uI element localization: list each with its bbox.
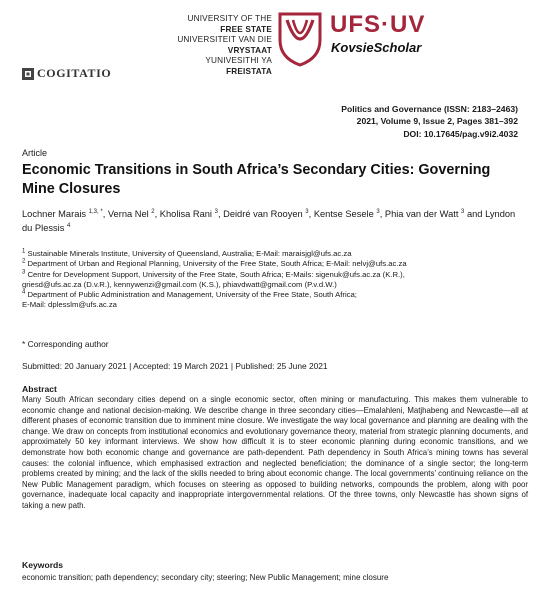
corresponding-author-note: * Corresponding author bbox=[22, 339, 109, 349]
affiliation-line: $^3$ Centre for Development Support, University of the Free State, South Africa; E-Mails: sigenuk@ufs.ac.za (K.R.), bbox=[22, 269, 405, 279]
author: Verna Nel $^2$, bbox=[107, 208, 160, 219]
cogitatio-icon bbox=[22, 68, 34, 80]
keywords-text: economic transition; path dependency; secondary city; steering; New Public Management; mine closure bbox=[22, 573, 389, 582]
kovsie-scholar-logo: KovsieScholar bbox=[331, 40, 422, 55]
affiliations bbox=[22, 249, 527, 311]
university-line: FREISTATA bbox=[226, 66, 272, 76]
university-line: FREE STATE bbox=[220, 24, 272, 34]
author: Lochner Marais $^{1,3, *}$, bbox=[22, 208, 108, 219]
affiliation-line: $^1$ Sustainable Minerals Institute, University of Queensland, Australia; E-Mail: maraisjgl@ufs.ac.za bbox=[22, 248, 352, 258]
author: Kholisa Rani $^3$, bbox=[159, 208, 224, 219]
journal-info bbox=[341, 103, 518, 140]
abstract-heading: Abstract bbox=[22, 384, 57, 394]
university-line: VRYSTAAT bbox=[227, 45, 272, 55]
publisher-logo bbox=[22, 66, 111, 81]
author: and Lyndon du Plessis $^4$ bbox=[22, 209, 516, 233]
journal-volume-pages: 2021, Volume 9, Issue 2, Pages 381–392 bbox=[356, 116, 518, 127]
article-type: Article bbox=[22, 148, 48, 158]
affiliation-line: E-Mail: dplesslm@ufs.ac.za bbox=[22, 300, 117, 310]
author-list bbox=[22, 207, 522, 235]
affiliation-line: $^2$ Department of Urban and Regional Planning, University of the Free State, South Africa; E-Mail: nelvj@ufs.ac.za bbox=[22, 258, 407, 269]
university-line: YUNIVESITHI YA bbox=[205, 56, 272, 66]
ufsuv-logo: UFS·UV bbox=[330, 11, 426, 38]
publication-dates: Submitted: 20 January 2021 | Accepted: 19 March 2021 | Published: 25 June 2021 bbox=[22, 361, 328, 371]
publisher-name: COGITATIO bbox=[37, 66, 112, 80]
article-title: Economic Transitions in South Africa’s Secondary Cities: Governing Mine Closures bbox=[22, 162, 491, 197]
keywords-heading: Keywords bbox=[22, 560, 64, 570]
author: Kentse Sesele $^3$, bbox=[313, 208, 385, 219]
university-line: UNIVERSITY OF THE bbox=[187, 14, 272, 23]
university-line: UNIVERSITEIT VAN DIE bbox=[177, 35, 272, 45]
ufs-crest-logo bbox=[277, 10, 323, 68]
abstract-text: Many South African secondary cities depend on a single economic sector, often mining or manufacturing. This makes them vulnerable to economic change and national decision-making. We describe change in three secondary cities—Emalahleni, Matjhabeng and Newcastle—all at different phases of economic transition due to imminent mine closure. We investigate the way local governance and planning are dealing with the change. We draw on concepts from institutional economics and evolutionary governance theory, material from strategic planning documents, and approximately 50 key informant interviews. We show how difficult it is to steer economic planning during economic transitions, and we demonstrate how both economic change and governance are path-dependent. Path dependency in South Africa’s mining towns has several causes: the colonial influence, which emphasised extraction and neglected beneficiation; the dominance of a single sector; the long-term problems created by mining; and the lack of the skills needed to bring about economic change. The local governments’ continuing reliance on the New Public Management paradigm, which focuses on steering as opposed to building networks, compounds the problem, along with poor governance, inadequate local capacity and inappropriate intergovernmental relations. Of the three towns, only Newcastle has shown signs of taking a new path. bbox=[22, 395, 528, 510]
university-name-block bbox=[142, 14, 272, 78]
journal-doi: DOI: 10.17645/pag.v9i2.4032 bbox=[403, 128, 518, 139]
affiliation-line: $^4$ Department of Public Administration and Management, University of the Free State, South Africa; bbox=[22, 289, 357, 300]
journal-issn: Politics and Governance (ISSN: 2183–2463) bbox=[341, 104, 518, 114]
author: Phia van der Watt $^3$ bbox=[384, 208, 465, 219]
affiliation-line: griesd@ufs.ac.za (D.v.R.), kennywenzi@gmail.com (K.S.), phiavdwatt@gmail.com (P.v.d.W.) bbox=[22, 279, 337, 289]
author: Deidré van Rooyen $^3$, bbox=[223, 208, 314, 219]
